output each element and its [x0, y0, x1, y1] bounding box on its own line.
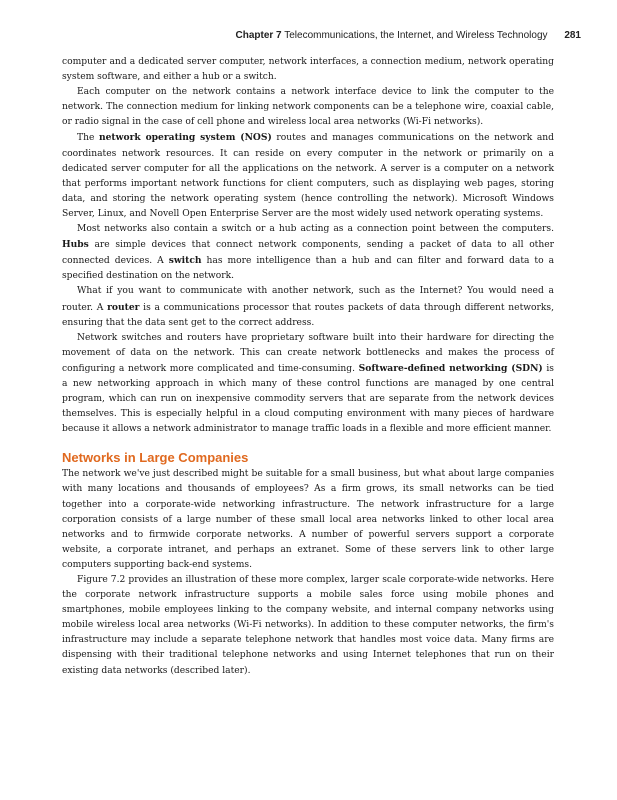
key-term-nos: network operating system (NOS): [98, 132, 272, 144]
page-number: 281: [564, 30, 581, 41]
paragraph-2: Each computer on the network contains a network interface device to link the computer to the network. The connection medium for linking network components can be a telephone wire, coaxial cable, or radio signal in the case of cell phone and wireless local area networks (Wi-Fi networks).: [62, 87, 554, 128]
key-term-sdn: Software-defined networking (SDN): [358, 362, 543, 374]
key-term-router: router: [107, 301, 140, 313]
paragraph-1: computer and a dedicated server computer, network interfaces, a connection medium, network operating system software, and either a hub or a switch.: [62, 57, 554, 83]
chapter-title: Telecommunications, the Internet, and Wireless Technology: [284, 30, 548, 41]
running-header: [236, 30, 582, 41]
paragraph-4: Most networks also contain a switch or a hub acting as a connection point between the computers. Hubs are simple devices that connect network components, sending a packet of data to all other connected devices. A switch has more intelligence than a hub and can filter and forward data to a specified destination on the network.: [62, 224, 555, 282]
paragraph-6: Network switches and routers have proprietary software built into their hardware for directing the movement of data on the network. This can create network bottlenecks and makes the process of configuring a network more complicated and time-consuming. Software-defined networking (SDN) is a new networking approach in which many of these control functions are managed by one central program, which can run on inexpensive commodity servers that are separate from the network devices themselves. This is especially helpful in a cloud computing environment with many pieces of hardware because it allows a network administrator to manage traffic loads in a flexible and more efficient manner.: [62, 332, 554, 435]
key-term-switch: switch: [168, 255, 202, 267]
paragraph-3: The network operating system (NOS) routes and manages communications on the network and coordinates network resources. It can reside on every computer in the network or primarily on a dedicated server computer for all the applications on the network. A server is a computer on a network that performs important network functions for client computers, such as displaying web pages, storing data, and storing the network operating system (hence controlling the network). Microsoft Windows Server, Linux, and Novell Open Enterprise Server are the most widely used network operating systems.: [62, 132, 554, 219]
section-heading: Networks in Large Companies: [62, 450, 249, 466]
chapter-label: Chapter 7: [235, 30, 282, 41]
paragraph-8: Figure 7.2 provides an illustration of these more complex, larger scale corporate-wide networks. Here the corporate network infrastructure supports a mobile sales force using mobile phones and smartphones, mobile employees linking to the company website, and internal company networks using mobile wireless local area networks (Wi-Fi networks). In addition to these computer networks, the firm's infrastructure may include a separate telephone network that handles most voice data. Many firms are dispensing with their traditional telephone networks and using Internet telephones that run on their existing data networks (described later).: [62, 575, 554, 676]
key-term-hubs: Hubs: [62, 239, 89, 251]
paragraph-7: The network we've just described might be suitable for a small business, but what about large companies with many locations and thousands of employees? As a firm grows, its small networks can be tied together into a corporate-wide networking infrastructure. The network infrastructure for a large corporation consists of a large number of these small local area networks linked to other local area networks and to firmwide corporate networks. A number of powerful servers support a corporate website, a corporate intranet, and perhaps an extranet. Some of these servers link to other large computers supporting back-end systems.: [62, 469, 554, 570]
body-text: [62, 55, 554, 679]
paragraph-5: What if you want to communicate with another network, such as the Internet? You would need a router. A router is a communications processor that routes packets of data through different networks, ensuring that the data sent get to the correct address.: [62, 286, 555, 328]
